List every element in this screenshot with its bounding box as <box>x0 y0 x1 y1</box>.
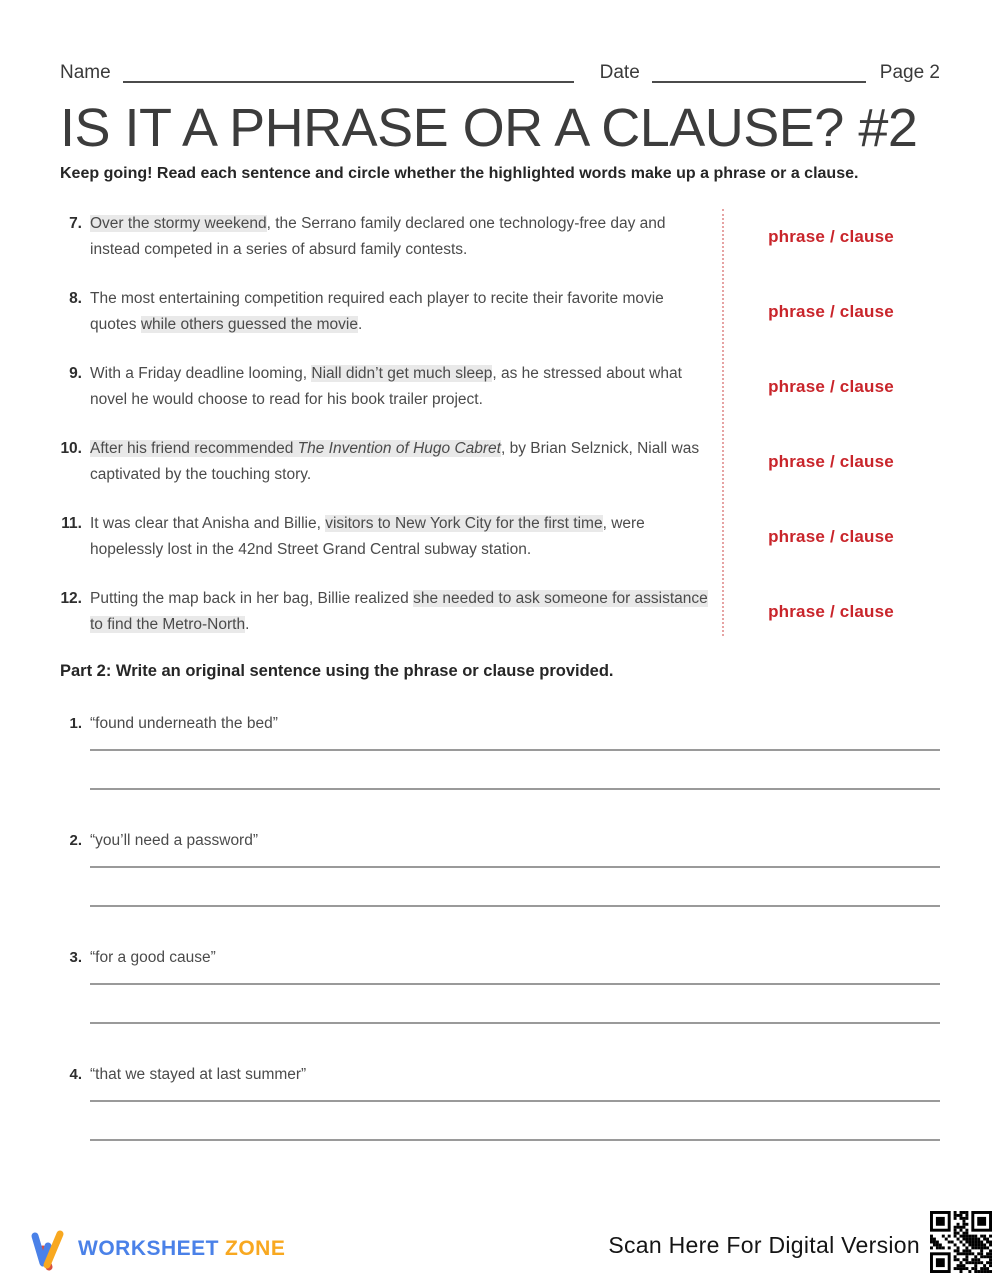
qr-code <box>930 1211 992 1273</box>
question-answer-cell <box>722 511 940 563</box>
part2-list <box>60 714 940 1141</box>
question-left <box>60 511 722 563</box>
part2-prompt: “you’ll need a password” <box>90 832 259 849</box>
part2-item-number: 4. <box>69 1066 82 1083</box>
question-left <box>60 211 722 263</box>
sentence-text: With a Friday deadline looming, <box>90 365 312 382</box>
question-number: 9. <box>69 365 82 382</box>
date-input-line[interactable] <box>652 63 866 83</box>
highlighted-words: visitors to New York City for the first time <box>325 515 603 532</box>
question-row <box>60 361 940 413</box>
question-row <box>60 211 940 263</box>
question-number: 10. <box>60 440 82 457</box>
worksheet-header <box>60 58 940 84</box>
sentence-text: It was clear that Anisha and Billie, <box>90 515 326 532</box>
question-left <box>60 286 722 338</box>
highlighted-words: while others guessed the movie <box>140 316 358 333</box>
question-number: 7. <box>69 215 82 232</box>
sentence-text: Putting the map back in her bag, Billie realized <box>90 590 414 607</box>
question-answer-cell <box>722 436 940 488</box>
part2-prompt-row <box>60 1065 940 1085</box>
page-footer <box>28 1211 992 1273</box>
part2-prompt: “that we stayed at last summer” <box>90 1066 307 1083</box>
phrase-clause-options[interactable]: phrase / clause <box>768 602 894 621</box>
name-input-line[interactable] <box>123 63 574 83</box>
phrase-clause-options[interactable]: phrase / clause <box>768 227 894 246</box>
sentence-text: . <box>357 316 363 333</box>
question-answer-cell <box>722 286 940 338</box>
questions-section <box>60 211 940 638</box>
answer-line[interactable] <box>90 1085 940 1102</box>
part2-item <box>60 1065 940 1141</box>
question-text <box>90 436 708 488</box>
answer-line[interactable] <box>90 968 940 985</box>
question-row <box>60 511 940 563</box>
phrase-clause-options[interactable]: phrase / clause <box>768 452 894 471</box>
phrase-clause-options[interactable]: phrase / clause <box>768 302 894 321</box>
phrase-clause-options[interactable]: phrase / clause <box>768 377 894 396</box>
question-row <box>60 286 940 338</box>
highlighted-words: Niall didn’t get much sleep <box>311 365 493 382</box>
answer-line[interactable] <box>90 985 940 1024</box>
part2-item <box>60 948 940 1024</box>
question-number: 8. <box>69 290 82 307</box>
question-answer-cell <box>722 211 940 263</box>
page-number: Page 2 <box>879 62 940 83</box>
part2-prompt-row <box>60 714 940 734</box>
answer-line[interactable] <box>90 751 940 790</box>
question-answer-cell <box>722 361 940 413</box>
question-text <box>90 586 708 638</box>
part2-prompt-row <box>60 831 940 851</box>
answer-line[interactable] <box>90 1102 940 1141</box>
worksheet-title: IS IT A PHRASE OR A CLAUSE? #2 <box>60 98 918 158</box>
phrase-clause-options[interactable]: phrase / clause <box>768 527 894 546</box>
question-left <box>60 361 722 413</box>
worksheetzone-logo <box>28 1227 285 1271</box>
part2-prompt: “for a good cause” <box>90 949 216 966</box>
logo-w-icon <box>28 1227 70 1271</box>
sentence-text: , as he stressed about what novel he would choose to read for his book trailer project. <box>90 365 682 408</box>
sentence-text: , were hopelessly lost in the 42nd Street Grand Central subway station. <box>90 515 645 558</box>
date-label: Date <box>599 62 640 83</box>
highlighted-words: Over the stormy weekend <box>90 215 267 232</box>
part2-item-number: 1. <box>69 715 82 732</box>
highlighted-words: After his friend recommended <box>90 440 298 457</box>
question-text <box>90 511 708 563</box>
question-text <box>90 211 708 263</box>
sentence-text: , the Serrano family declared one technology-free day and instead competed in a series of absurd family contests. <box>90 215 666 258</box>
question-text <box>90 361 708 413</box>
highlighted-words: she needed to ask someone for assistance to find the Metro-North <box>90 590 708 633</box>
sentence-text: The most entertaining competition required each player to recite their favorite movie quotes <box>90 290 664 333</box>
question-number: 11. <box>61 515 82 532</box>
question-left <box>60 436 722 488</box>
answer-line[interactable] <box>90 868 940 907</box>
logo-text-worksheet: WORKSHEET <box>78 1237 219 1260</box>
answer-line[interactable] <box>90 734 940 751</box>
part2-prompt-row <box>60 948 940 968</box>
instructions-text: Keep going! Read each sentence and circle whether the highlighted words make up a phrase or a clause. <box>60 165 859 182</box>
logo-text-zone: ZONE <box>225 1237 286 1260</box>
question-text <box>90 286 708 338</box>
highlighted-words: The Invention of Hugo Cabret <box>297 440 501 457</box>
answer-line[interactable] <box>90 851 940 868</box>
question-answer-cell <box>722 586 940 638</box>
part2-heading: Part 2: Write an original sentence using the phrase or clause provided. <box>60 662 614 680</box>
part2-item <box>60 831 940 907</box>
dotted-divider <box>722 209 724 636</box>
sentence-text: . <box>245 616 250 633</box>
questions-list <box>60 211 940 638</box>
question-row <box>60 586 940 638</box>
name-label: Name <box>60 62 111 83</box>
part2-item-number: 3. <box>69 949 82 966</box>
scan-here-text: Scan Here For Digital Version <box>608 1232 920 1258</box>
scan-cta <box>608 1211 992 1273</box>
question-number: 12. <box>60 590 82 607</box>
part2-item <box>60 714 940 790</box>
part2-item-number: 2. <box>69 832 82 849</box>
sentence-text: , by Brian Selznick, Niall was captivated by the touching story. <box>90 440 700 483</box>
part2-prompt: “found underneath the bed” <box>90 715 278 732</box>
question-left <box>60 586 722 638</box>
question-row <box>60 436 940 488</box>
